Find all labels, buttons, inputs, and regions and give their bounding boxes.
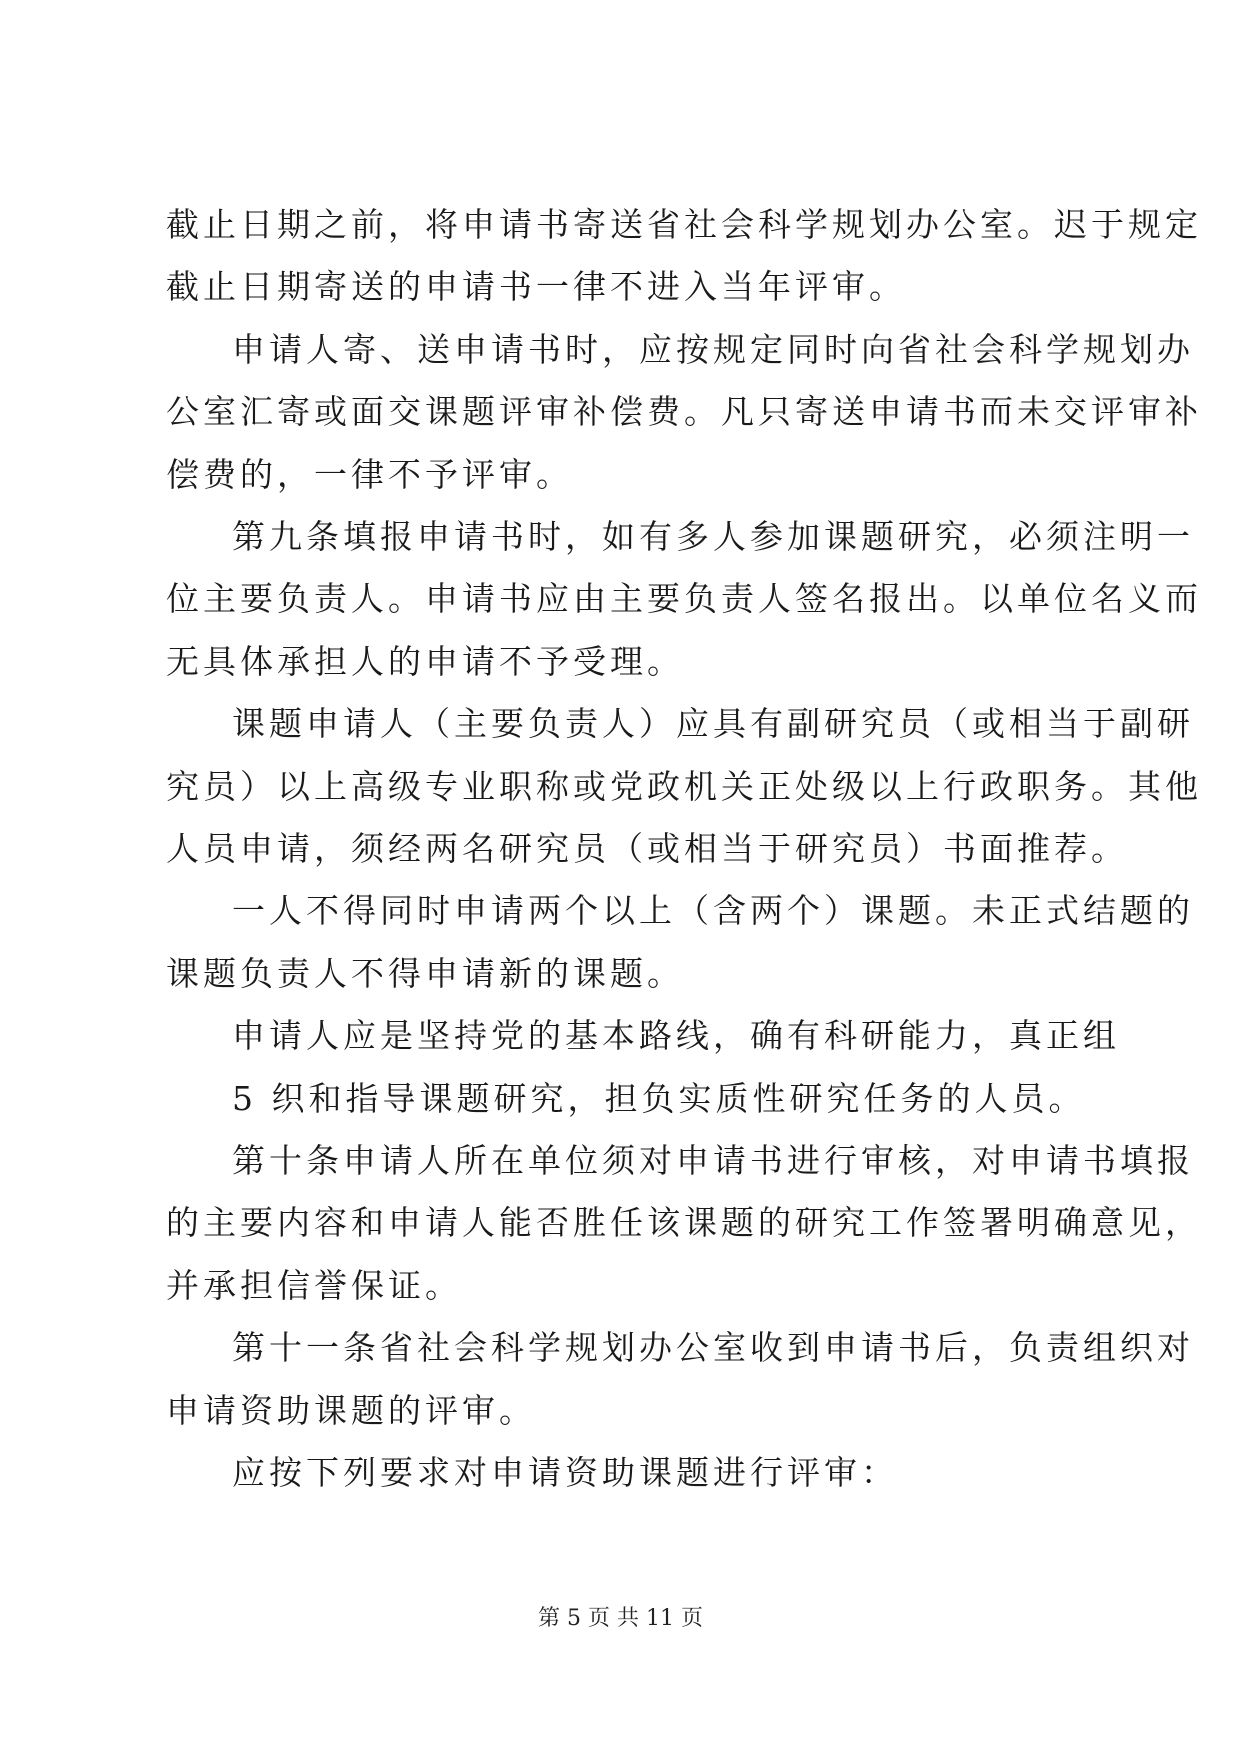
body-line-11: 人员申请，须经两名研究员（或相当于研究员）书面推荐。 [166,829,1128,868]
body-line-21: 应按下列要求对申请资助课题进行评审： [232,1453,898,1492]
body-line-4: 公室汇寄或面交课题评审补偿费。凡只寄送申请书而未交评审补 [166,392,1202,431]
body-line-12: 一人不得同时申请两个以上（含两个）课题。未正式结题的 [232,891,1194,930]
body-line-10: 究员）以上高级专业职称或党政机关正处级以上行政职务。其他 [166,767,1202,806]
body-line-14: 申请人应是坚持党的基本路线，确有科研能力，真正组 [232,1016,1120,1055]
body-line-9: 课题申请人（主要负责人）应具有副研究员（或相当于副研 [232,704,1194,743]
body-line-16: 第十条申请人所在单位须对申请书进行审核，对申请书填报 [232,1141,1194,1180]
body-line-18: 并承担信誉保证。 [166,1266,462,1305]
body-line-3: 申请人寄、送申请书时，应按规定同时向省社会科学规划办 [232,330,1194,369]
body-line-19: 第十一条省社会科学规划办公室收到申请书后，负责组织对 [232,1328,1194,1367]
page-number-footer: 第 5 页 共 11 页 [538,1606,703,1631]
body-line-15: 5 织和指导课题研究，担负实质性研究任务的人员。 [232,1079,1086,1118]
body-line-13: 课题负责人不得申请新的课题。 [166,954,684,993]
body-line-2: 截止日期寄送的申请书一律不进入当年评审。 [166,267,906,306]
body-line-8: 无具体承担人的申请不予受理。 [166,642,684,681]
body-line-7: 位主要负责人。申请书应由主要负责人签名报出。以单位名义而 [166,579,1202,618]
body-line-1: 截止日期之前，将申请书寄送省社会科学规划办公室。迟于规定 [166,205,1202,244]
body-line-20: 申请资助课题的评审。 [166,1391,536,1430]
body-line-17: 的主要内容和申请人能否胜任该课题的研究工作签署明确意见， [166,1203,1202,1242]
body-line-6: 第九条填报申请书时，如有多人参加课题研究，必须注明一 [232,517,1194,556]
body-line-5: 偿费的，一律不予评审。 [166,455,573,494]
